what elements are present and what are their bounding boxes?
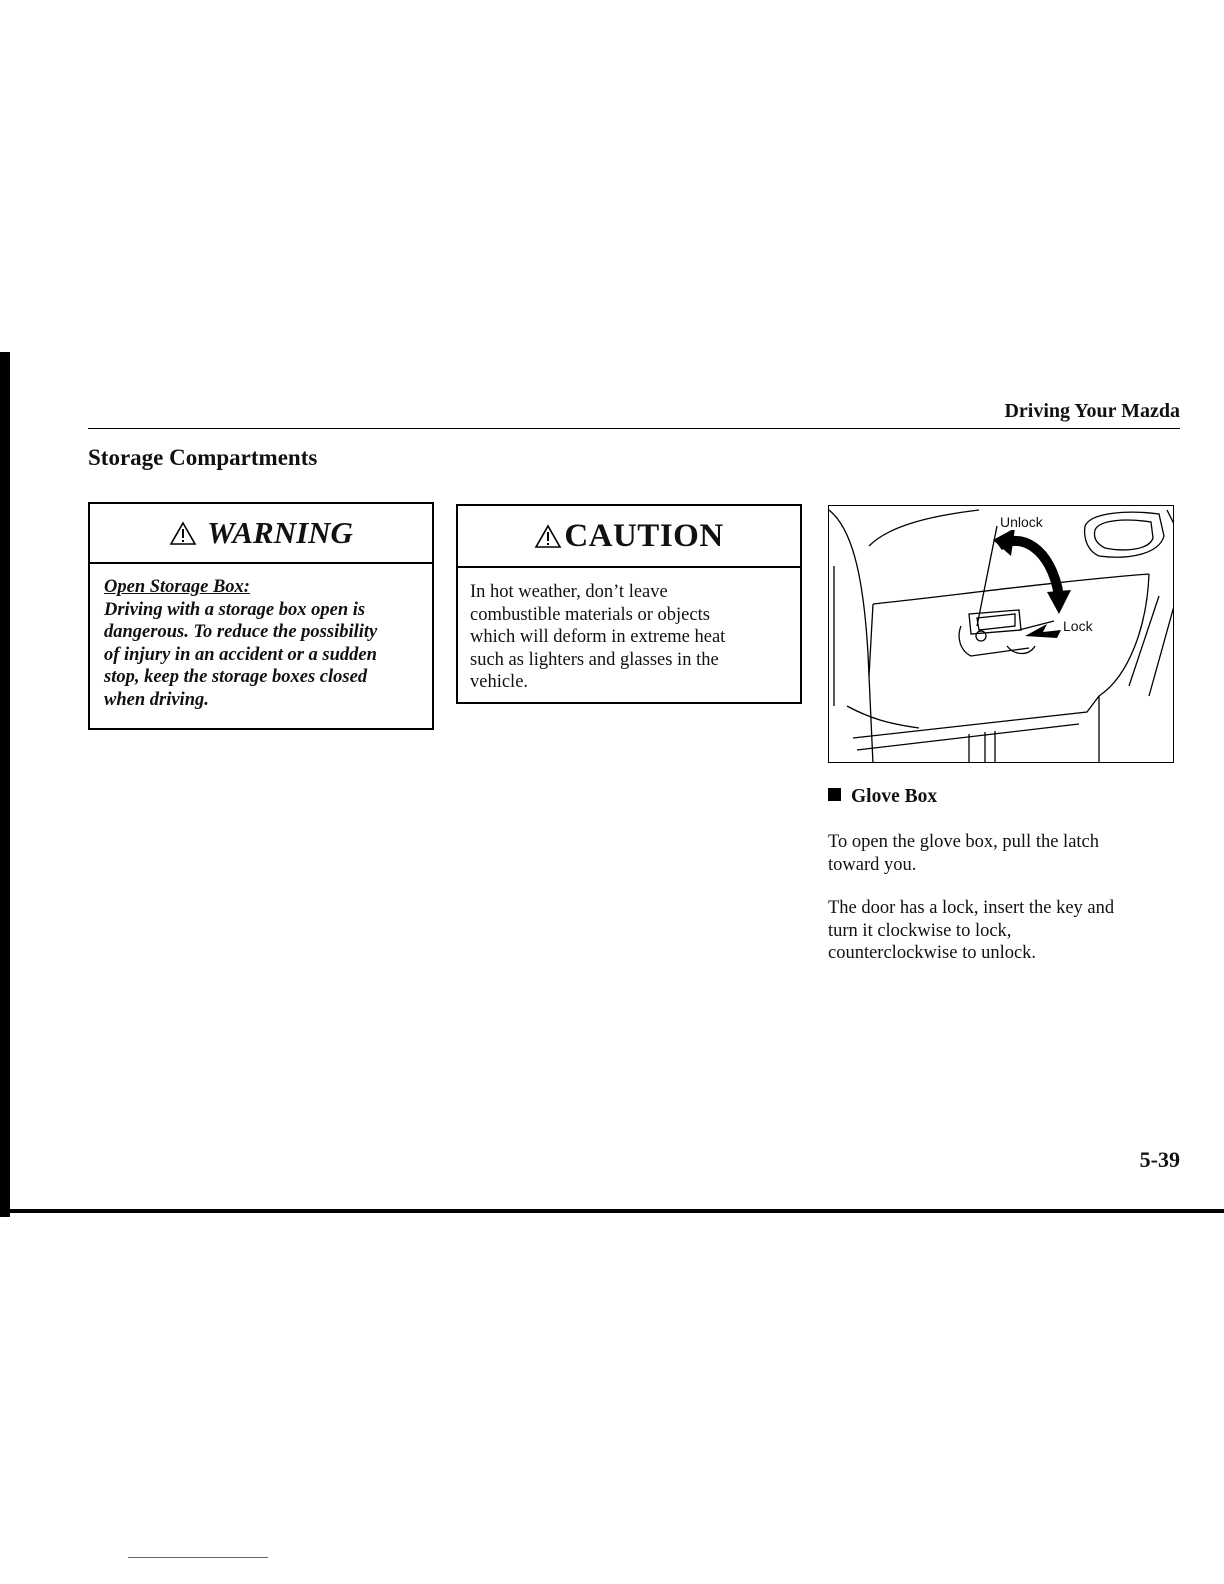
chapter-title: Driving Your Mazda (1004, 400, 1180, 422)
caution-triangle-icon (534, 524, 562, 549)
caution-body (458, 568, 800, 694)
warning-triangle-icon (169, 521, 197, 546)
caution-line: combustible materials or objects (470, 604, 710, 625)
warning-line: when driving. (104, 689, 209, 710)
glove-box-heading-text: Glove Box (851, 786, 938, 807)
footer-rule (0, 1209, 1224, 1213)
warning-line: dangerous. To reduce the possibility (104, 622, 378, 642)
glove-box-heading (828, 786, 937, 808)
warning-box (88, 502, 434, 730)
warning-body (90, 564, 432, 711)
page-edge-bar (0, 352, 10, 1217)
paragraph-line: To open the glove box, pull the latch (828, 832, 1100, 852)
page-number: 5-39 (1139, 1147, 1180, 1172)
glove-box-paragraph-1 (828, 831, 1188, 876)
paragraph-line: The door has a lock, insert the key and (828, 898, 1115, 918)
glove-box-drawing (829, 506, 1174, 763)
caution-line: such as lighters and glasses in the (470, 649, 719, 670)
caution-line: which will deform in extreme heat (470, 627, 726, 647)
bottom-link-underline (128, 1557, 268, 1558)
warning-line: Driving with a storage box open is (104, 599, 366, 620)
warning-heading: WARNING (207, 515, 353, 550)
glove-box-paragraph-2 (828, 897, 1188, 965)
square-bullet-icon (828, 788, 841, 801)
caution-box (456, 504, 802, 704)
lock-label: Lock (1063, 618, 1093, 634)
caution-heading: CAUTION (564, 517, 724, 554)
section-title: Storage Compartments (88, 445, 318, 470)
header-rule (88, 428, 1180, 429)
caution-header (458, 506, 800, 568)
warning-subheading: Open Storage Box: (104, 577, 250, 597)
paragraph-line: counterclockwise to unlock. (828, 943, 1037, 963)
warning-line: of injury in an accident or a sudden (104, 644, 377, 665)
warning-header (90, 504, 432, 564)
warning-line: stop, keep the storage boxes closed (104, 667, 368, 687)
paragraph-line: turn it clockwise to lock, (828, 920, 1012, 941)
glove-box-illustration (828, 505, 1174, 763)
caution-line: vehicle. (470, 672, 529, 692)
paragraph-line: toward you. (828, 854, 917, 875)
unlock-label: Unlock (1000, 514, 1043, 530)
caution-line: In hot weather, don’t leave (470, 582, 668, 602)
